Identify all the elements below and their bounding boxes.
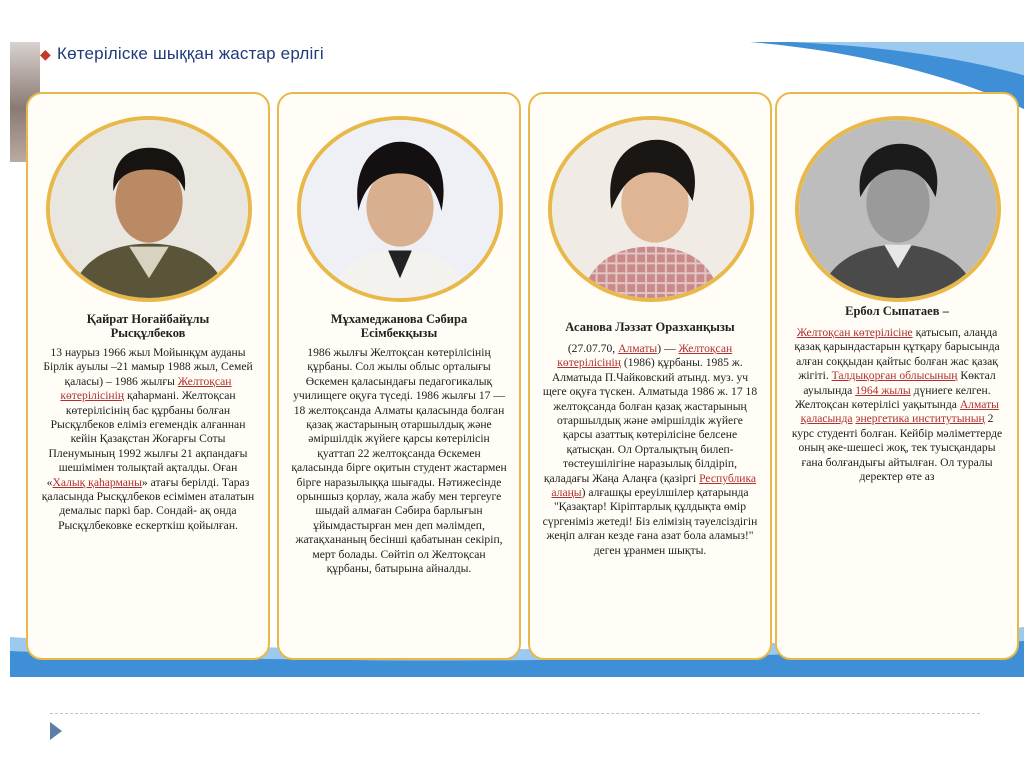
hero-bio-3: (27.07.70, Алматы) — Желтоқсан көтерілісінің (1986) құрбаны. 1985 ж. Алматыда П.Чайковский атынд. муз. уч щеге оқуға түскен. Алматыда 1986 ж. 17 18 желтоқсанда болған қазақ жастарының отаршылдық және әміршілдік жүйеге қарсы азаттық көтерілісіне белсене қатысқан. Ол Орталықтың билеп-төстеушілігіне наразылық білдіріп, қаладағы Жаңа Алаңға (қазіргі Республика алаңы) алғашқы ереуілшілер қатарында "Қазақтар! Кіріптарлық құлдықта өмір сүргеніміз жетеді! Біз елімізің тәуелсіздігін жеңіп алған кезде ғана азат бола аламыз!" деген ұранмен шықты. xyxy=(542,342,758,557)
hero-name-3: Асанова Ләззат Оразханқызы xyxy=(565,320,735,334)
hero-name-2: Мұхамеджанова Сәбира Есімбекқызы xyxy=(330,312,468,340)
portrait-photo-4 xyxy=(795,116,1001,302)
next-slide-arrow-icon[interactable] xyxy=(50,722,62,740)
title-bullet-icon: ◆ xyxy=(40,45,51,62)
hero-bio-1: 13 наурыз 1966 жыл Мойынқұм ауданы Бірлік ауылы –21 мамыр 1988 жыл, Семей қаласы) – 1986 жылғы Желтоқсан көтерілісінің қаһармані. Желтоқсан көтерілісінің бас құрбаны болған Рысқұлбеков еліміз егемендік алғаннан кейін Қазақстан Жоғарғы Соты Пленумының 1992 жылғы 21 ақпандағы шешімімен толықтай ақталды. Оған «Халық қаһарманы» атағы берілді. Тараз қаласында Рысқұлбеков есімімен аталатын демалыс паркі бар. Сондай- ақ онда Рысқұлбековке ескерткіш қойылған. xyxy=(41,346,255,532)
hero-card-4 xyxy=(775,92,1019,660)
link-respublika-alany[interactable]: Республика алаңы xyxy=(551,471,757,500)
footer-divider xyxy=(50,713,980,714)
hero-name-1: Қайрат Ноғайбайұлы Рысқұлбеков xyxy=(86,312,210,340)
hero-card-1 xyxy=(26,92,270,660)
slide-title-text: Көтеріліске шыққан жастар ерлігі xyxy=(56,44,324,63)
link-halyq-qaharmany[interactable]: Халық қаһарманы xyxy=(52,475,142,489)
link-1964[interactable]: 1964 жылы xyxy=(855,383,911,397)
hero-card-3 xyxy=(528,92,772,660)
link-taldyqorgan[interactable]: Талдықорған облысының xyxy=(831,369,958,383)
portrait-photo-1 xyxy=(46,116,252,302)
slide xyxy=(10,42,1024,677)
link-almaty[interactable]: Алматы xyxy=(618,342,658,355)
hero-bio-4: Желтоқсан көтерілісіне қатысып, алаңда қазақ қарындастарын құтқару барысында алған соққыдан қайтыс болған жас қазақ жігіті. Талдықорған облысының Көктал ауылында 1964 жылы дүниеге келген. Желтоқсан көтерілісі уақытында Алматы қаласында энергетика институтының 2 курс студенті болған. Кейбір мәліметтерде оның әке-шешесі жоқ, тек туысқандары ғана болғандығы айтылған. Ол туралы деректер өте аз xyxy=(791,326,1003,484)
hero-bio-2: 1986 жылғы Желтоқсан көтерілісінің құрбаны. Сол жылы облыс орталығы Өскемен қаласындағы педагогикалық училищеге оқуға түседі. 1986 жылғы 17 — 18 желтоқсанда Алматы қаласында болған қазақ жастарының отаршылдық және әміршілдік жүйеге қарсы көтерілісін қуаттап 22 желтоқсанда Өскемен қаласында бірге оқитын студент жастармен бірге наразылыққа шығады. Нәтижесінде орыншыз қорлау, жала жабу мен тергеуге шыдай алмаған Сәбира барлығын ұйымдастырған мен деп мәлімдеп, жатақхананың бесінші қабатынан секіріп, мерт болады. Сөйтіп ол Желтоқсан құрбаны, батырына айналды. xyxy=(291,346,507,576)
link-zheltoqsan-1[interactable]: Желтоқсан көтерілісінің xyxy=(60,374,232,403)
link-zheltoqsan-3[interactable]: Желтоқсан көтерілісінің xyxy=(557,342,733,370)
link-zheltoqsan-4[interactable]: Желтоқсан көтерілісіне xyxy=(796,326,913,339)
portrait-photo-3 xyxy=(548,116,754,302)
link-energetika[interactable]: энергетика институтының xyxy=(855,412,985,426)
hero-name-4: Ербол Сыпатаев – xyxy=(845,304,949,318)
slide-title xyxy=(40,44,324,64)
hero-card-2 xyxy=(277,92,521,660)
portrait-photo-2 xyxy=(297,116,503,302)
link-almaty-qalasy[interactable]: Алматы қаласында xyxy=(800,398,999,426)
